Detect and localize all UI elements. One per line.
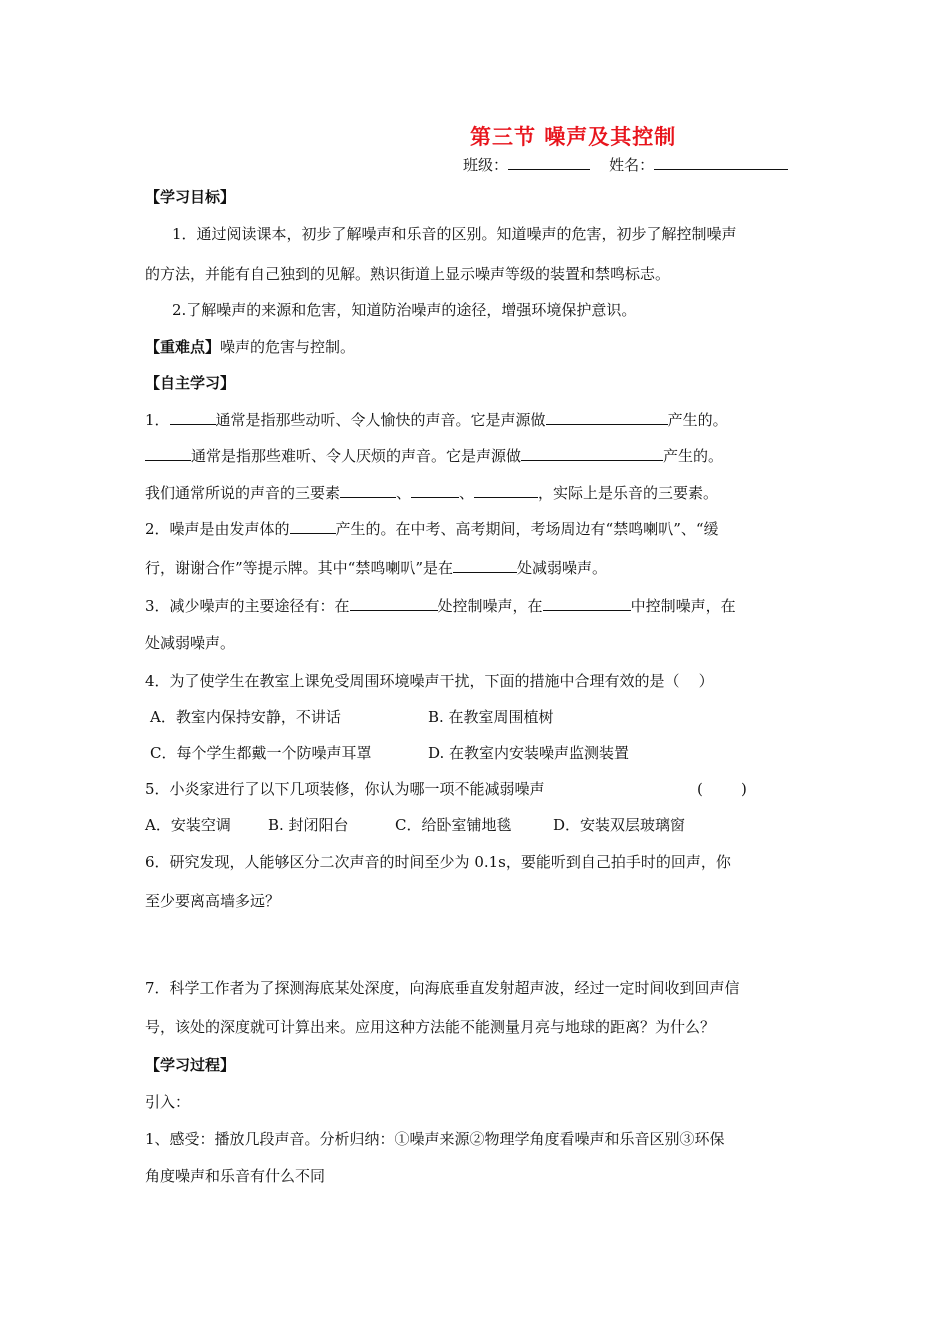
answer-blank[interactable] [170,409,216,425]
answer-blank[interactable] [453,557,517,573]
answer-blank[interactable] [411,482,459,498]
question-7-line-2: 号，该处的深度就可计算出来。应用这种方法能不能测量月亮与地球的距离？为什么？ [145,1018,716,1036]
answer-blank[interactable] [350,595,438,611]
question-1a [145,409,728,430]
question-5-option-c[interactable]: C．给卧室铺地毯 [395,816,512,834]
key-points-text: 噪声的危害与控制。 [220,338,356,356]
answer-blank[interactable] [474,482,538,498]
question-text: 产生的。 [667,411,728,429]
goals-heading: 【学习目标】 [145,188,236,206]
separator: 、 [396,484,412,502]
question-1b [145,445,723,466]
student-info [463,154,788,175]
question-text: 行，谢谢合作”等提示牌。其中“禁鸣喇叭”是在 [145,559,454,577]
question-7-line-1: 7．科学工作者为了探测海底某处深度，向海底垂直发射超声波，经过一定时间收到回声信 [145,979,740,997]
answer-blank[interactable] [340,482,396,498]
class-label: 班级： [463,156,509,174]
goal-1-line-1: 1．通过阅读课本，初步了解噪声和乐音的区别。知道噪声的危害，初步了解控制噪声 [172,225,737,243]
question-3-line-2: 处减弱噪声。 [145,634,236,652]
question-5-option-d[interactable]: D．安装双层玻璃窗 [553,816,686,834]
question-text: 通常是指那些动听、令人愉快的声音。它是声源做 [215,411,546,429]
goal-1-line-2: 的方法，并能有自己独到的见解。熟识街道上显示噪声等级的装置和禁鸣标志。 [145,265,671,283]
question-text: 通常是指那些难听、令人厌烦的声音。它是声源做 [191,447,522,465]
page-title: 第三节 噪声及其控制 [470,125,677,149]
question-text: 产生的。 [663,447,724,465]
key-points-heading: 【重难点】 [145,338,221,356]
question-6-line-2: 至少要离高墙多远？ [145,892,281,910]
question-5-option-a[interactable]: A．安装空调 [145,816,231,834]
question-1c [145,482,718,503]
question-text: 产生的。在中考、高考期间，考场周边有“禁鸣喇叭”、“缓 [335,520,719,538]
question-4-option-d[interactable]: D. 在教室内安装噪声监测装置 [428,744,630,762]
key-points [145,337,355,357]
process-item-1-line-2: 角度噪声和乐音有什么不同 [145,1167,326,1185]
question-text: 中控制噪声，在 [630,597,736,615]
question-4-option-c[interactable]: C．每个学生都戴一个防噪声耳罩 [150,744,372,762]
question-3-line-1 [145,595,736,616]
process-item-1-line-1: 1、感受：播放几段声音。分析归纳：①噪声来源②物理学角度看噪声和乐音区别③环保 [145,1130,725,1148]
question-4-option-b[interactable]: B. 在教室周围植树 [428,708,554,726]
answer-blank[interactable] [145,445,191,461]
question-text: 我们通常所说的声音的三要素 [145,484,341,502]
question-5-answer-paren[interactable]: ( ) [697,780,747,798]
answer-blank[interactable] [546,409,668,425]
name-label: 姓名： [609,156,655,174]
question-2-line-2 [145,557,607,578]
question-number: 1． [145,411,170,429]
question-4-stem: 4．为了使学生在教室上课免受周围环境噪声干扰，下面的措施中合理有效的是（ ） [145,672,714,690]
question-2-line-1 [145,518,719,539]
self-study-heading: 【自主学习】 [145,374,236,392]
question-5-stem: 5．小炎家进行了以下几项装修，你认为哪一项不能减弱噪声 [145,780,545,798]
answer-blank[interactable] [521,445,663,461]
question-text: 处控制噪声，在 [437,597,543,615]
name-blank[interactable] [654,154,788,170]
answer-blank[interactable] [543,595,631,611]
question-4-option-a[interactable]: A．教室内保持安静，不讲话 [150,708,341,726]
separator: 、 [459,484,475,502]
class-blank[interactable] [508,154,590,170]
question-text: 2．噪声是由发声体的 [145,520,290,538]
question-text: ，实际上是乐音的三要素。 [538,484,719,502]
goal-2: 2.了解噪声的来源和危害，知道防治噪声的途径，增强环境保护意识。 [172,301,637,319]
process-intro: 引入： [145,1093,191,1111]
question-6-line-1: 6．研究发现，人能够区分二次声音的时间至少为 0.1s，要能听到自己拍手时的回声，你 [145,853,731,871]
answer-blank[interactable] [290,518,336,534]
question-5-option-b[interactable]: B. 封闭阳台 [268,816,349,834]
question-text: 3．减少噪声的主要途径有：在 [145,597,350,615]
process-heading: 【学习过程】 [145,1056,236,1074]
question-text: 处减弱噪声。 [517,559,608,577]
